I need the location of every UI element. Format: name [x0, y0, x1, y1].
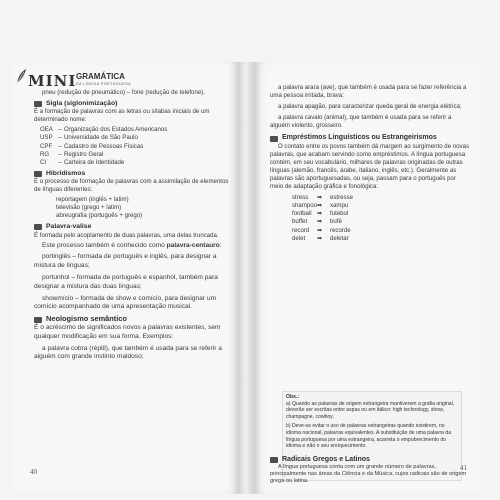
- bullet-icon: [34, 224, 42, 230]
- paragraph: a palavra apagão, para caracterizar queda geral de energia elétrica;: [278, 103, 462, 111]
- list-item: buffet ➡ bufê: [292, 218, 342, 226]
- paragraph: É o processo de formação de palavras com a assimilação de elementos de línguas diferentes:: [34, 177, 229, 194]
- list-item: RG – Registro Geral: [40, 150, 104, 158]
- book-logo: [14, 64, 239, 92]
- paragraph: É formada pelo acoplamento de duas palavras, uma delas truncada.: [34, 231, 219, 239]
- section-heading-radicais: Radicais Gregos e Latinos: [270, 456, 470, 464]
- loanword-list: [270, 194, 470, 243]
- bullet-icon: [34, 101, 42, 107]
- leaf-icon: [15, 68, 27, 84]
- list-item: reportagem (inglês + latim): [56, 196, 129, 204]
- arrow-right-icon: ➡: [317, 210, 323, 218]
- paragraph: a palavra cobra (réptil), que também é usada para se referir a alguém com grande instinto maldoso;: [34, 344, 222, 361]
- paragraph: A língua portuguesa conta com um grande número de palavras, principalmente nas áreas da Ciência e da Música, cujos radicais são de origem grega ou latina.: [270, 464, 467, 484]
- obs-item-b: b) Deve-se evitar o uso de palavras estrangeiras quando existirem, no idioma nacional, palavras equivalentes. A substituição de uma palavra da língua portuguesa por uma estrangeira, acarreta o empobrecimento do idioma e não o seu enriquecimento.: [286, 423, 452, 450]
- bullet-icon: [270, 136, 278, 142]
- right-page-text: [270, 84, 470, 243]
- arrow-right-icon: ➡: [317, 202, 323, 210]
- arrow-right-icon: ➡: [317, 226, 323, 234]
- bullet-icon: [270, 457, 278, 463]
- bullet-icon: [34, 317, 42, 323]
- section-heading-neologismo: Neologismo semântico: [34, 315, 230, 324]
- book-spine: [239, 62, 254, 494]
- list-item: record ➡ recorde: [292, 226, 351, 234]
- left-page-text: [34, 89, 230, 362]
- obs-title: Obs.:: [286, 394, 300, 400]
- right-page-text-bottom: [270, 456, 470, 484]
- list-item: televisão (grego + latim): [56, 204, 122, 212]
- paragraph: showmício – formada de show e comício, para designar um comício acompanhado de uma apresentação musical.: [34, 294, 217, 311]
- list-item: abreugrafia (português + grego): [56, 212, 143, 220]
- list-item: CPF – Cadastro de Pessoas Físicas: [40, 142, 144, 150]
- list-item: shampoo ➡ xampu: [292, 202, 349, 210]
- paragraph: portinglês – formada de português e inglês, para designar a mistura de línguas;: [34, 253, 217, 270]
- paragraph: É o acréscimo de significados novos a palavras existentes, sem qualquer modificação em sua forma. Exemplos:: [34, 323, 221, 340]
- paragraph: O contato entre os povos também dá margem ao surgimento de novas palavras, que acabam servindo como empréstimos. A língua portuguesa contém, em seu vocabulário, milhares de palavras originadas de outras línguas (alemão, francês, árabe, italiano, inglês, etc.). Geralmente as palavras são aportuguesadas, ou seja, passam para o português por meio de adaptação gráfica e fonológica:: [270, 142, 470, 191]
- logo-subtitle: DA LÍNGUA PORTUGUESA: [76, 82, 132, 86]
- list-item: USP – Universidade de São Paulo: [40, 134, 138, 142]
- section-heading-hibridismos: Hibridismos: [34, 170, 230, 178]
- list-item: OEA – Organização dos Estados Americanos: [40, 126, 168, 134]
- section-heading-sigla: Sigla (siglonimização): [34, 100, 230, 108]
- paragraph: Este processo também é conhecido como palavra-centauro:: [42, 241, 222, 249]
- arrow-right-icon: ➡: [317, 218, 323, 226]
- sigla-list: [34, 126, 230, 166]
- arrow-right-icon: ➡: [317, 194, 323, 202]
- logo-gramatica: GRAMÁTICA: [76, 72, 125, 81]
- list-item: stress ➡ estresse: [292, 194, 354, 202]
- obs-item-a: a) Quando as palavras de origem estrangeira mantiverem a grafia original, deverão ser escritas entre aspas ou em itálico: high technology, show, champagne, cowboy.: [286, 400, 455, 420]
- paragraph: a palavra arara (ave), que também é usada para se fazer referência a uma pessoa irritada, brava;: [270, 84, 467, 100]
- list-item: football ➡ futebol: [292, 210, 349, 218]
- page-number-left: 40: [30, 468, 37, 476]
- page-number-right: 41: [460, 464, 467, 472]
- paragraph: portunhol – formada de português e espanhol, também para designar a mistura das duas línguas;: [34, 273, 218, 290]
- hibridismo-list: [34, 196, 230, 220]
- logo-mini: MINI: [28, 72, 77, 90]
- list-item: delet ➡ deletar: [292, 234, 349, 242]
- paragraph: pneu (redução de pneumático) – fone (redução de telefone).: [42, 89, 205, 96]
- paragraph: a palavra cavalo (animal), que também é usada para se referir a alguém violento, grosseiro.: [270, 114, 452, 130]
- list-item: CI – Carteira de Identidade: [40, 158, 125, 166]
- section-heading-palavra-valise: Palavra-valise: [34, 223, 230, 231]
- bullet-icon: [34, 171, 42, 177]
- section-heading-emprestimos: Empréstimos Linguísticos ou Estrangeirismos: [270, 134, 470, 142]
- arrow-right-icon: ➡: [317, 234, 323, 242]
- paragraph: É a formação de palavras com as letras ou sílabas iniciais de um determinado nome:: [34, 108, 210, 124]
